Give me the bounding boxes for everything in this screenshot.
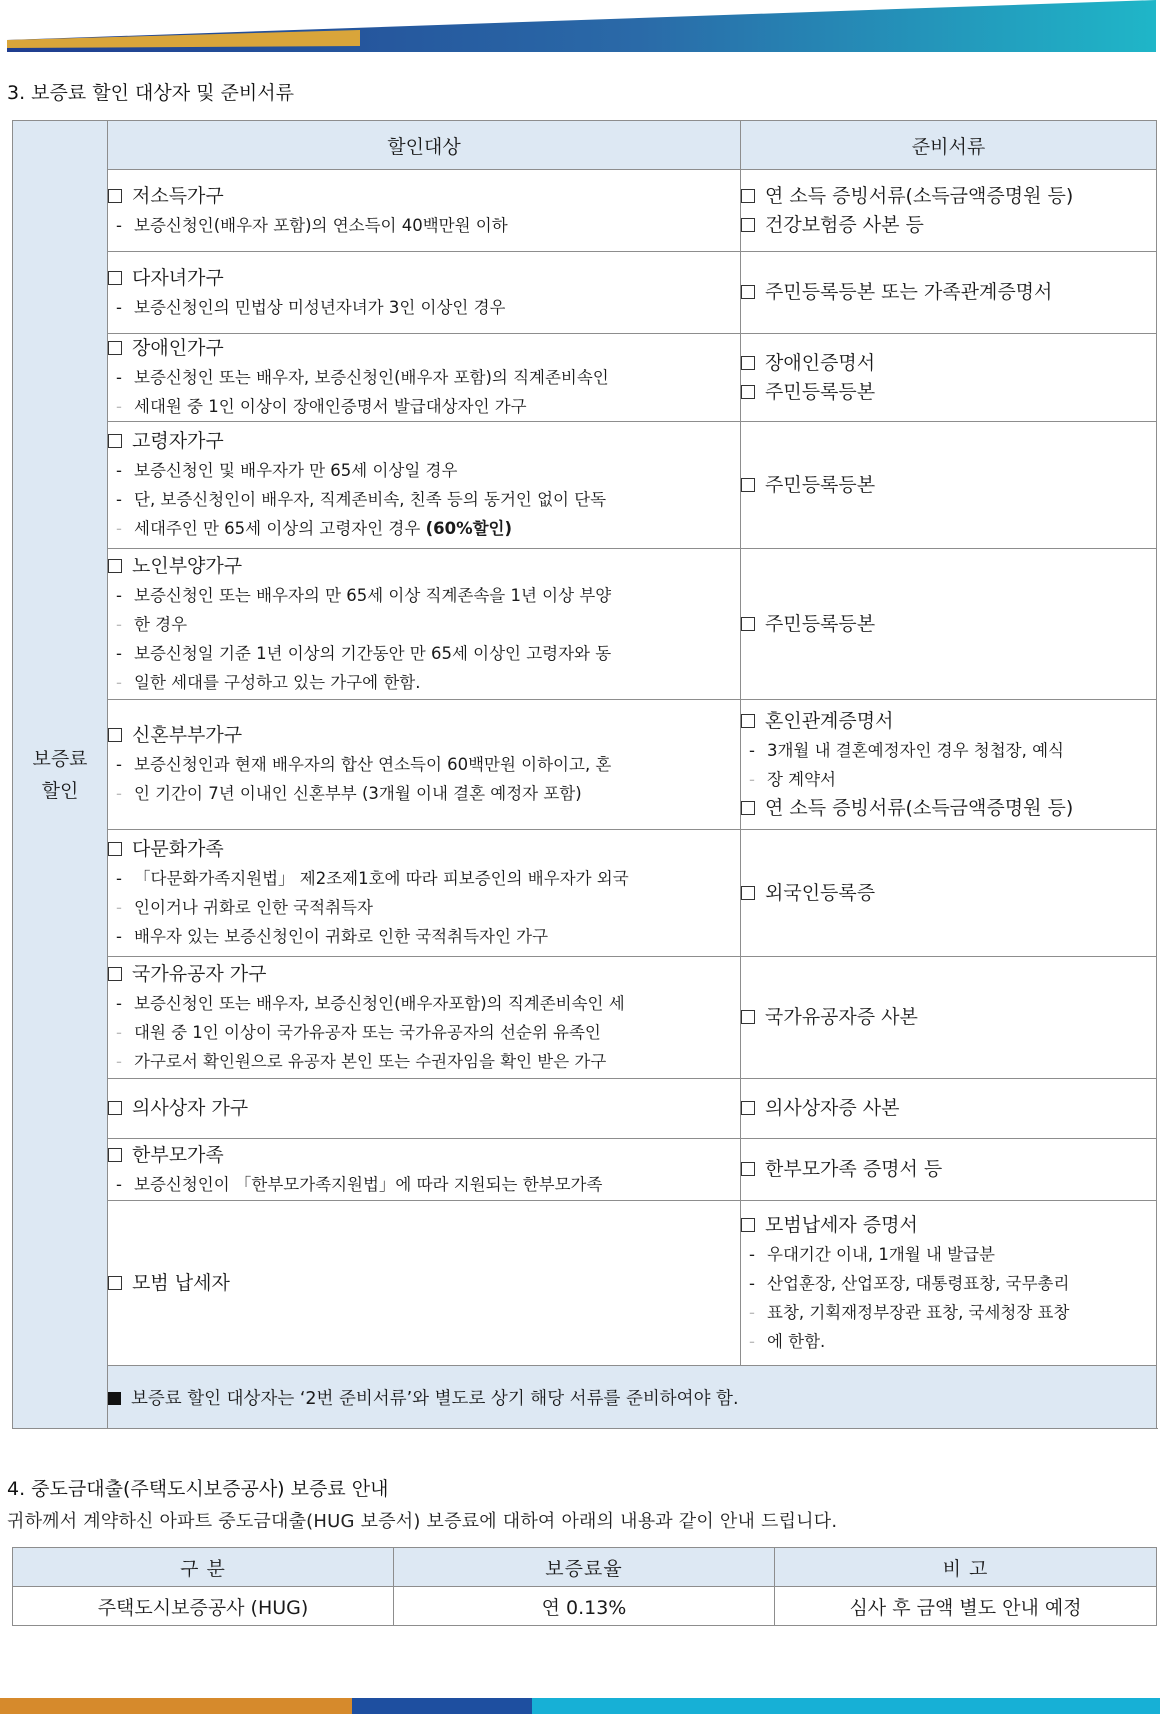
doc-item: 연 소득 증빙서류(소득금액증명원 등) (765, 796, 1074, 819)
table-row: 신혼부부가구 - 보증신청인과 현재 배우자의 합산 연소득이 60백만원 이하이고, 혼 - 인 기간이 7년 이내인 신혼부부 (3개월 이내 결혼 예정자 포함) 혼인관계증명서 - 3개월 내 결혼예정자인 경우 청첩장, 예식 - 장 계약서 연 소득 증빙서류(소득금액증명원 등) (13, 700, 1157, 830)
header-docs: 준비서류 (741, 121, 1157, 170)
target-line: 단, 보증신청인이 배우자, 직계존비속, 친족 등의 동거인 없이 단독 (134, 490, 607, 509)
target-title: 국가유공자 가구 (132, 962, 267, 985)
fee-table (12, 1547, 1157, 1626)
checkbox-icon (741, 218, 755, 232)
table-row: 고령자가구 - 보증신청인 및 배우자가 만 65세 이상일 경우 - 단, 보증신청인이 배우자, 직계존비속, 친족 등의 동거인 없이 단독 - 세대주인 만 65세 이상의 고령자인 경우 (60%할인) 주민등록등본 (13, 422, 1157, 549)
target-title: 다문화가족 (132, 838, 224, 860)
discount-highlight: (60%할인) (425, 519, 513, 538)
checkbox-icon (108, 271, 122, 285)
note-text: 보증료 할인 대상자는 ‘2번 준비서류’와 별도로 상기 해당 서류를 준비하여야 함. (131, 1388, 739, 1409)
checkbox-icon (741, 1218, 755, 1232)
doc-item: 주민등록등본 또는 가족관계증명서 (765, 281, 1053, 303)
checkbox-icon (741, 617, 755, 631)
target-line: 대원 중 1인 이상이 국가유공자 또는 국가유공자의 선순위 유족인 (134, 1022, 601, 1042)
doc-item: 주민등록등본 (765, 612, 876, 635)
target-title: 신혼부부가구 (132, 724, 243, 746)
table-row: 저소득가구 - 보증신청인(배우자 포함)의 연소득이 40백만원 이하 연 소득 증빙서류(소득금액증명원 등) 건강보험증 사본 등 (13, 170, 1157, 252)
section4-title: 4. 중도금대출(주택도시보증공사) 보증료 안내 (7, 1478, 389, 1500)
table-row: 장애인가구 - 보증신청인 또는 배우자, 보증신청인(배우자 포함)의 직계존비속인 - 세대원 중 1인 이상이 장애인증명서 발급대상자인 가구 장애인증명서 주민등록등본 (13, 334, 1157, 422)
checkbox-icon (741, 385, 755, 399)
checkbox-icon (741, 1162, 755, 1176)
doc-item: 국가유공자증 사본 (765, 1006, 918, 1028)
target-title: 다자녀가구 (132, 266, 224, 289)
checkbox-icon (108, 434, 122, 448)
doc-item: 연 소득 증빙서류(소득금액증명원 등) (765, 184, 1074, 207)
checkbox-icon (741, 478, 755, 492)
target-line: 보증신청인의 민법상 미성년자녀가 3인 이상인 경우 (134, 297, 506, 317)
doc-item: 의사상자증 사본 (765, 1097, 900, 1119)
checkbox-icon (108, 728, 122, 742)
checkbox-icon (108, 1101, 122, 1115)
fee-cell: 심사 후 금액 별도 안내 예정 (775, 1587, 1157, 1626)
doc-item: 한부모가족 증명서 등 (765, 1158, 943, 1180)
target-line: 보증신청인(배우자 포함)의 연소득이 40백만원 이하 (134, 215, 508, 235)
side-label-line-1: 보증료 (32, 747, 88, 770)
target-title: 장애인가구 (132, 337, 224, 359)
table-row: 한부모가족 - 보증신청인이 「한부모가족지원법」에 따라 지원되는 한부모가족 한부모가족 증명서 등 (13, 1139, 1157, 1201)
black-square-icon (108, 1392, 121, 1405)
target-title: 저소득가구 (132, 184, 224, 207)
target-line: 배우자 있는 보증신청인이 귀화로 인한 국적취득자인 가구 (134, 927, 549, 946)
doc-item: 외국인등록증 (765, 881, 876, 904)
target-title: 모범 납세자 (132, 1271, 230, 1294)
section3-title: 3. 보증료 할인 대상자 및 준비서류 (7, 82, 294, 104)
target-title: 의사상자 가구 (132, 1097, 249, 1119)
target-line: 보증신청인이 「한부모가족지원법」에 따라 지원되는 한부모가족 (134, 1174, 603, 1194)
header-decoration (0, 0, 1160, 60)
note-row (108, 1366, 1157, 1429)
doc-sub-line: 3개월 내 결혼예정자인 경우 청첩장, 예식 (767, 740, 1064, 760)
target-line: 보증신청인 또는 배우자의 만 65세 이상 직계존속을 1년 이상 부양 (134, 585, 612, 605)
fee-header: 구 분 (13, 1548, 394, 1587)
discount-table (12, 120, 1157, 1429)
table-row: 다자녀가구 - 보증신청인의 민법상 미성년자녀가 3인 이상인 경우 주민등록등본 또는 가족관계증명서 (13, 252, 1157, 334)
checkbox-icon (741, 886, 755, 900)
checkbox-icon (741, 189, 755, 203)
table-row: 다문화가족 - 「다문화가족지원법」 제2조제1호에 따라 피보증인의 배우자가 외국 - 인이거나 귀화로 인한 국적취득자 - 배우자 있는 보증신청인이 귀화로 인한 국적취득자인 가구 외국인등록증 (13, 830, 1157, 957)
header-target: 할인대상 (108, 121, 741, 170)
fee-cell: 연 0.13% (394, 1587, 775, 1626)
checkbox-icon (108, 1148, 122, 1162)
target-line: 「다문화가족지원법」 제2조제1호에 따라 피보증인의 배우자가 외국 (134, 869, 629, 888)
fee-header: 비 고 (775, 1548, 1157, 1587)
doc-sub-line: 장 계약서 (767, 769, 837, 789)
side-label-line-2: 할인 (41, 779, 79, 802)
footer-decoration (0, 1698, 1160, 1714)
target-line: 보증신청인 또는 배우자, 보증신청인(배우자포함)의 직계존비속인 세 (134, 993, 625, 1013)
target-line: 보증신청인 및 배우자가 만 65세 이상일 경우 (134, 461, 458, 480)
target-line: 세대원 중 1인 이상이 장애인증명서 발급대상자인 가구 (134, 397, 527, 416)
table-row: 국가유공자 가구 - 보증신청인 또는 배우자, 보증신청인(배우자포함)의 직계존비속인 세 - 대원 중 1인 이상이 국가유공자 또는 국가유공자의 선순위 유족인 - 가구로서 확인원으로 유공자 본인 또는 수권자임을 확인 받은 가구 국가유공자증 사본 (13, 957, 1157, 1079)
doc-item: 주민등록등본 (765, 380, 876, 403)
checkbox-icon (741, 1101, 755, 1115)
target-title: 노인부양가구 (132, 554, 243, 577)
side-label (13, 121, 108, 1429)
doc-item: 혼인관계증명서 (765, 709, 894, 732)
target-line: 인이거나 귀화로 인한 국적취득자 (134, 898, 373, 917)
checkbox-icon (108, 189, 122, 203)
doc-sub-line: 에 한함. (767, 1331, 826, 1351)
doc-item: 장애인증명서 (765, 351, 876, 374)
checkbox-icon (108, 842, 122, 856)
doc-item: 건강보험증 사본 등 (765, 213, 924, 236)
doc-sub-line: 산업훈장, 산업포장, 대통령표창, 국무총리 (767, 1273, 1070, 1293)
checkbox-icon (741, 356, 755, 370)
target-line: 보증신청인 또는 배우자, 보증신청인(배우자 포함)의 직계존비속인 (134, 368, 609, 387)
target-line: 한 경우 (134, 614, 188, 634)
doc-sub-line: 우대기간 이내, 1개월 내 발급분 (767, 1244, 995, 1264)
target-line: 일한 세대를 구성하고 있는 가구에 한함. (134, 672, 421, 692)
checkbox-icon (741, 801, 755, 815)
checkbox-icon (108, 341, 122, 355)
table-row: 모범 납세자 모범납세자 증명서 - 우대기간 이내, 1개월 내 발급분 - 산업훈장, 산업포장, 대통령표창, 국무총리 - 표창, 기획재정부장관 표창, 국세청장 표창 - 에 한함. (13, 1201, 1157, 1366)
target-line: 세대주인 만 65세 이상의 고령자인 경우 (134, 519, 421, 538)
checkbox-icon (741, 1010, 755, 1024)
target-line: 보증신청인과 현재 배우자의 합산 연소득이 60백만원 이하이고, 혼 (134, 755, 612, 774)
section4-intro: 귀하께서 계약하신 아파트 중도금대출(HUG 보증서) 보증료에 대하여 아래의 내용과 같이 안내 드립니다. (7, 1511, 838, 1532)
doc-sub-line: 표창, 기획재정부장관 표창, 국세청장 표창 (767, 1302, 1070, 1322)
checkbox-icon (741, 285, 755, 299)
target-title: 고령자가구 (132, 430, 224, 452)
table-row (13, 1587, 1157, 1626)
doc-item: 모범납세자 증명서 (765, 1213, 918, 1236)
checkbox-icon (108, 559, 122, 573)
checkbox-icon (741, 714, 755, 728)
checkbox-icon (108, 967, 122, 981)
fee-cell: 주택도시보증공사 (HUG) (13, 1587, 394, 1626)
target-line: 보증신청일 기준 1년 이상의 기간동안 만 65세 이상인 고령자와 동 (134, 643, 612, 663)
target-line: 가구로서 확인원으로 유공자 본인 또는 수권자임을 확인 받은 가구 (134, 1051, 607, 1071)
target-title: 한부모가족 (132, 1143, 224, 1166)
target-line: 인 기간이 7년 이내인 신혼부부 (3개월 이내 결혼 예정자 포함) (134, 784, 582, 803)
fee-header: 보증료율 (394, 1548, 775, 1587)
table-row (13, 1079, 1157, 1139)
checkbox-icon (108, 1276, 122, 1290)
doc-item: 주민등록등본 (765, 473, 876, 496)
table-row: 노인부양가구 - 보증신청인 또는 배우자의 만 65세 이상 직계존속을 1년 이상 부양 - 한 경우 - 보증신청일 기준 1년 이상의 기간동안 만 65세 이상인 고령자와 동 - 일한 세대를 구성하고 있는 가구에 한함. 주민등록등본 (13, 549, 1157, 700)
